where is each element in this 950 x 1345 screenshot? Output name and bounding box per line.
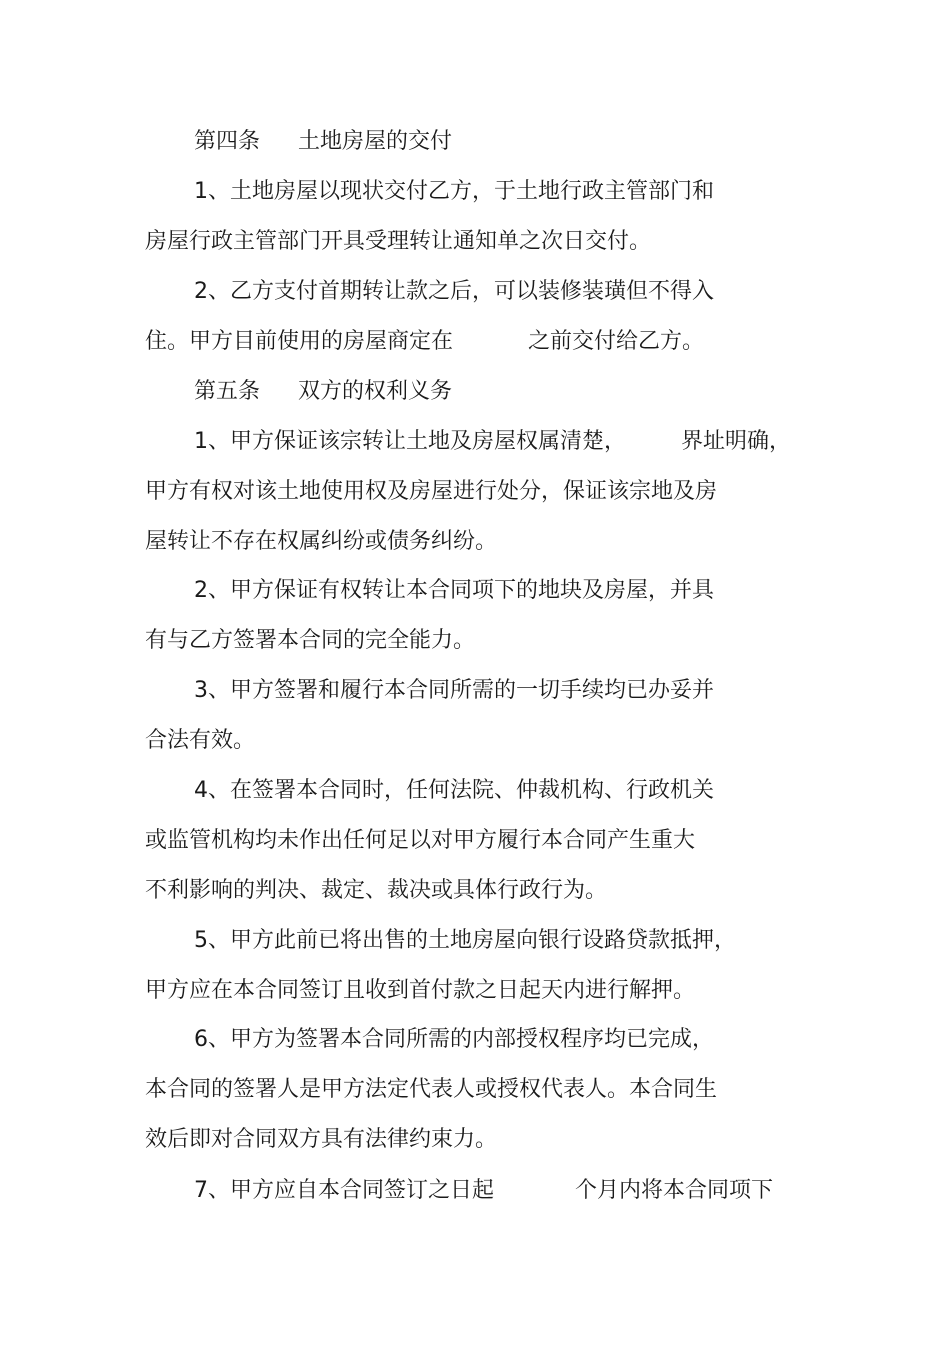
- article4-title: 土地房屋的交付: [298, 129, 453, 154]
- article4-item2-line2a: 住。甲方目前使用的房屋商定在: [145, 329, 454, 354]
- article5-item1-line2: 甲方有权对该土地使用权及房屋进行处分，保证该宗地及房: [145, 479, 718, 504]
- article5-item7-line1b: 个月内将本合同项下: [575, 1178, 774, 1203]
- article4-item2-line2b: 之前交付给乙方。: [528, 329, 705, 354]
- article5-label: 第五条: [194, 379, 261, 404]
- article5-item4-line3: 不利影响的判决、裁定、裁决或具体行政行为。: [145, 878, 608, 903]
- article5-item4-line2: 或监管机构均未作出任何足以对甲方履行本合同产生重大: [145, 828, 696, 853]
- article5-item2-line1: 2、甲方保证有权转让本合同项下的地块及房屋，并具: [194, 578, 714, 603]
- article4-item2-line1: 2、乙方支付首期转让款之后，可以装修装璜但不得入: [194, 279, 714, 304]
- article5-item6-line2: 本合同的签署人是甲方法定代表人或授权代表人。本合同生: [145, 1077, 718, 1102]
- article5-item2-line2: 有与乙方签署本合同的完全能力。: [145, 628, 476, 653]
- article5-item5-line2: 甲方应在本合同签订且收到首付款之日起天内进行解押。: [145, 978, 696, 1003]
- article5-item5-line1: 5、甲方此前已将出售的土地房屋向银行设路贷款抵押，: [194, 928, 736, 953]
- article5-item6-line3: 效后即对合同双方具有法律约束力。: [145, 1127, 498, 1152]
- article4-item1-line1: 1、土地房屋以现状交付乙方，于土地行政主管部门和: [194, 179, 714, 204]
- article5-item4-line1: 4、在签署本合同时，任何法院、仲裁机构、行政机关: [194, 778, 714, 803]
- article5-item6-line1: 6、甲方为签署本合同所需的内部授权程序均已完成，: [194, 1027, 714, 1052]
- article4-item1-line2: 房屋行政主管部门开具受理转让通知单之次日交付。: [145, 229, 652, 254]
- article5-item3-line1: 3、甲方签署和履行本合同所需的一切手续均已办妥并: [194, 678, 714, 703]
- article5-item3-line2: 合法有效。: [145, 728, 256, 753]
- article5-item1-line1a: 1、甲方保证该宗转让土地及房屋权属清楚，: [194, 429, 626, 454]
- article5-item1-line1b: 界址明确，: [681, 429, 792, 454]
- article5-item7-line1a: 7、甲方应自本合同签订之日起: [194, 1178, 494, 1203]
- article5-item1-line3: 屋转让不存在权属纠纷或债务纠纷。: [145, 529, 498, 554]
- article5-title: 双方的权利义务: [298, 379, 453, 404]
- article4-label: 第四条: [194, 129, 261, 154]
